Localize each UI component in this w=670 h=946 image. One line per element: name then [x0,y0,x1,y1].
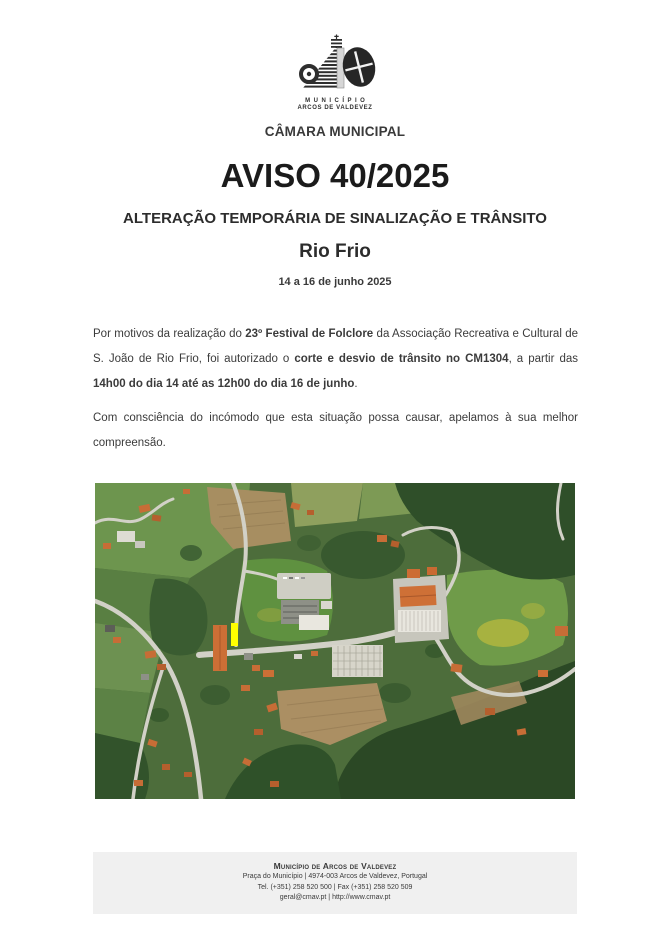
aerial-map-container [95,483,575,799]
document-footer [93,852,577,914]
body-paragraph-1 [93,322,578,397]
map-cemetery [332,645,383,677]
footer-municipality-name: Município de Arcos de Valdevez [273,861,397,871]
p1-seg1: Por motivos da realização do [93,328,246,340]
p1-seg4-bold: corte e desvio de trânsito no CM1304 [294,353,509,365]
p1-seg5: , a partir das [508,353,579,365]
notice-title: AVISO 40/2025 [220,157,450,194]
footer-phone-fax: Tel. (+351) 258 520 500 | Fax (+351) 258 520 509 [257,883,413,891]
notice-location: Rio Frio [299,241,371,262]
footer-email-website: geral@cmav.pt | http://www.cmav.pt [279,894,391,901]
notice-subtitle: ALTERAÇÃO TEMPORÁRIA DE SINALIZAÇÃO E TRÂNSITO [123,210,547,227]
document-header [0,0,670,139]
p1-seg2-bold: 23º Festival de Folclore [245,328,374,340]
notice-body [93,322,578,456]
p1-seg6-bold: 14h00 do dia 14 até as 12h00 do dia 16 de junho [93,378,355,390]
aerial-map-rio-frio [95,483,575,799]
p1-seg7: . [354,378,358,390]
body-paragraph-2: Com consciência do incómodo que esta situação possa causar, apelamos à sua melhor compreensão. [93,412,578,449]
logo-caption-arcos: ARCOS DE VALDEVEZ [297,105,373,111]
road-closure-highlight-marker [231,623,238,646]
notice-date-range: 14 a 16 de junho 2025 [278,276,392,288]
logo-caption-municipio: MUNICÍPIO [305,98,369,104]
footer-address: Praça do Município | 4974-003 Arcos de Valdevez, Portugal [242,873,428,880]
municipal-crest-icon [287,34,383,96]
organization-name: CÂMARA MUNICIPAL [264,124,406,139]
p1-seg3: da Associação Recreativa e Cultural de S. João de Rio Frio, foi autorizado o [93,328,578,365]
